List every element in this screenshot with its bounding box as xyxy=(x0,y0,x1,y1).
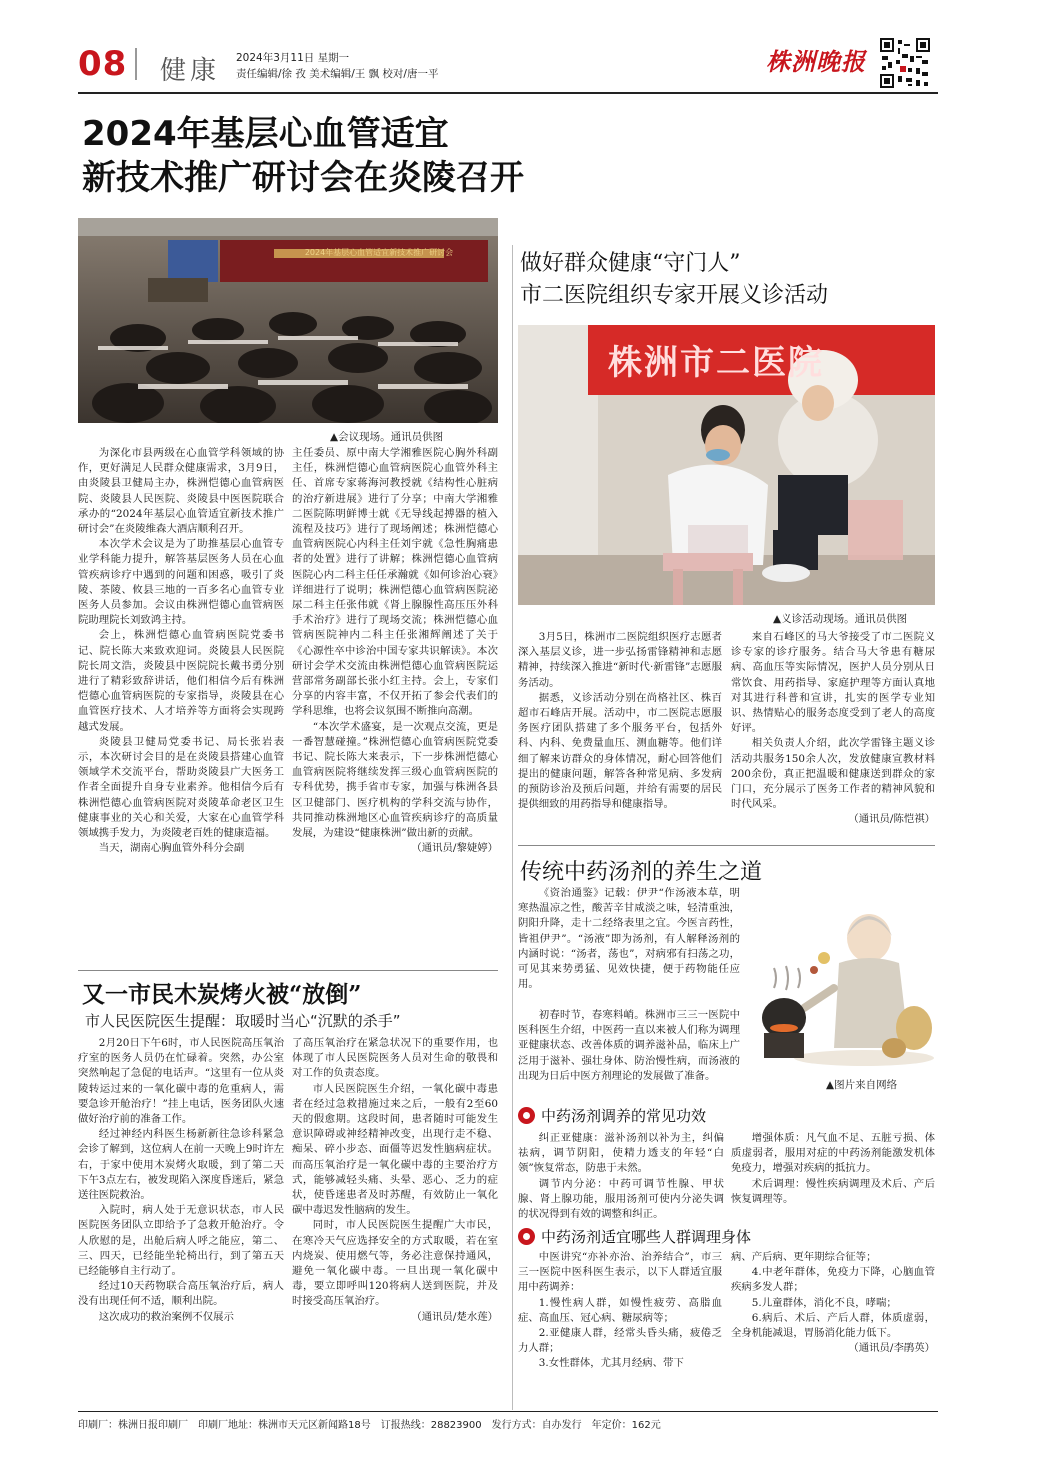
article3-effects-col2 xyxy=(731,1131,935,1207)
article3-photo-caption: ▲图片来自网络 xyxy=(826,1079,898,1091)
brand-logo: 株洲晚报 xyxy=(766,47,866,76)
article1-headline xyxy=(82,112,524,200)
editors-credit: 责任编辑/徐 孜 美术编辑/王 飘 校对/唐一平 xyxy=(236,68,439,80)
paragraph: 入院时，病人处于无意识状态，市人民医院医务团队立即给予了急救开舱治疗。令人欣慰的是，出舱后病人呼之能应，第二、三、四天，已经能坐轮椅出行，到了第五天已经能够自主行动了。 xyxy=(78,1204,284,1278)
byline: （通讯员/楚水莲） xyxy=(411,1310,498,1323)
paragraph: 1.慢性病人群，如慢性疲劳、高脂血症、高血压、冠心病、糖尿病等； xyxy=(518,1296,722,1324)
paragraph: 2.亚健康人群，经常头昏头痛，疲倦乏力人群； xyxy=(518,1327,722,1355)
article1-headline-line2: 新技术推广研讨会在炎陵召开 xyxy=(82,158,524,198)
paragraph: 3月5日，株洲市二医院组织医疗志愿者深入基层义诊，进一步弘扬雷锋精神和志愿精神，持续深入推进“新时代·新雷锋”志愿服务活动。 xyxy=(518,631,722,689)
paragraph: 《资治通鉴》记载：伊尹“作汤液本草，明寒热温凉之性，酸苦辛甘咸淡之味，轻清重浊，阴阳升降，走十二经络表里之宜。今医言药性，皆祖伊尹”。“汤液”即为汤剂，有人解释汤剂的内涵时说：“汤者，荡也”，对病邪有扫荡之功，可见其来势勇猛、见效快捷，便于药物能任应用。 xyxy=(518,887,740,991)
paragraph: 为深化市县两级在心血管学科领域的协作，更好满足人民群众健康需求，3月9日，由炎陵县卫健局主办，株洲恺德心血管病医院、炎陵县人民医院、炎陵县中医医院联合承办的“2024年基层心血管适宜新技术推广研讨会”在炎陵维森大酒店顺利召开。 xyxy=(78,447,284,536)
bullet-circle-icon xyxy=(518,1228,535,1245)
paragraph: 经过神经内科医生杨新新往急诊科紧急会诊了解到，这位病人在前一天晚上9时许左右，于家中使用木炭烤火取暖，到了第二天下午3点左右，被发现陷入深度昏迷后，紧急送往医院救治。 xyxy=(78,1128,284,1202)
paragraph: 4.中老年群体，免疫力下降，心脑血管疾病多发人群； xyxy=(731,1266,935,1294)
paragraph: 市人民医院医生介绍，一氧化碳中毒患者在经过急救措施过来之后，一般有2至60天的假愈期。这段时间，患者随时可能发生意识障碍或神经精神改变，出现行走不稳、痴呆、碎小步态、面僵等迟发性脑病症状。而高压氧治疗是一氧化碳中毒的主要治疗方式，能够减轻头痛、头晕、恶心、乏力的症状，使昏迷患者及时苏醒，有效防止一氧化碳中毒迟发性脑病的发生。 xyxy=(292,1082,498,1217)
clinic-banner-text: 株洲市二医院 xyxy=(608,343,824,383)
article2-column2 xyxy=(731,630,935,828)
paragraph: 术后调理：慢性疾病调理及术后、产后恢复调理等。 xyxy=(731,1177,935,1205)
paragraph: 增强体质：凡气血不足、五脏亏损、体质虚弱者，服用对症的中药汤剂能激发机体免疫力，增强对疾病的抵抗力。 xyxy=(731,1132,935,1175)
article3-intro-2 xyxy=(518,1008,740,1084)
byline: （通讯员/陈恺祺） xyxy=(848,813,935,826)
article2-headline xyxy=(520,248,828,312)
paragraph: 来自石峰区的马大爷接受了市二医院义诊专家的诊疗服务。结合马大爷患有糖尿病、高血压等实际情况，医护人员分别从日常饮食、用药指导、家庭护理等方面认真地对其进行科普和宣讲，扎实的医学专业知识、热情贴心的服务态度受到了老人的高度好评。 xyxy=(731,631,935,735)
paragraph: “本次学术盛宴，是一次观点交流，更是一番智慧碰撞。”株洲恺德心血管病医院党委书记、院长陈大来表示，下一步株洲恺德心血管病医院将继续发挥三级心血管病医院的专科优势，携手省市专家，加强与株洲各县区卫健部门、医疗机构的学科交流与协作，共同推动株洲地区心血管疾病诊疗的高质量发展，为建设“健康株洲”做出新的贡献。 xyxy=(292,720,498,840)
issue-date: 2024年3月11日 星期一 xyxy=(236,52,350,64)
article1-column2 xyxy=(292,446,498,856)
article2-photo-caption: ▲义诊活动现场。通讯员供图 xyxy=(773,613,908,625)
article-divider xyxy=(78,970,498,971)
conference-banner-text: 2024年基层心血管适宜新技术推广研讨会 xyxy=(304,248,454,257)
paragraph: 据悉，义诊活动分别在尚格社区、株百超市石峰店开展。活动中，市二医院志愿服务医疗团队搭建了多个服务平台，包括外科、内科、免费量血压、测血糖等。他们详细了解来访群众的身体情况，耐心回答他们提出的健康问题，解答各种常见病、多发病的预防诊治及预后问题，并给有需要的居民提供细致的用药指导和健康指导。 xyxy=(518,691,722,811)
article3-effects-col1 xyxy=(518,1131,724,1222)
herbal-illustration xyxy=(744,898,936,1073)
article1-headline-line1: 2024年基层心血管适宜 xyxy=(82,114,449,154)
paragraph: 相关负责人介绍，此次学雷锋主题义诊活动共服务150余人次，发放健康宣教材料200余份，真正把温暖和健康送到群众的家门口，充分展示了医务工作者的精神风貌和时代风采。 xyxy=(731,737,935,811)
subheading-groups xyxy=(518,1226,751,1247)
article3-headline: 传统中药汤剂的养生之道 xyxy=(520,860,763,885)
header-divider xyxy=(135,48,137,80)
qr-code-icon xyxy=(880,38,930,88)
article2-column1 xyxy=(518,630,722,812)
article4-subheadline: 市人民医院医生提醒：取暖时当心“沉默的杀手” xyxy=(85,1012,401,1030)
paragraph: 了高压氧治疗在紧急状况下的重要作用，也体现了市人民医院医务人员对生命的敬畏和对工作的负责态度。 xyxy=(292,1037,498,1080)
paragraph: 6.病后、术后、产后人群，体质虚弱，全身机能减退，胃肠消化能力低下。 xyxy=(731,1311,935,1340)
page-number: 08 xyxy=(78,44,128,84)
paragraph: 3.女性群体，尤其月经病、带下 xyxy=(538,1357,684,1370)
header-rule xyxy=(78,92,938,94)
article1-photo-caption: ▲会议现场。通讯员供图 xyxy=(330,431,444,443)
footer-rule xyxy=(78,1411,938,1412)
article4-headline: 又一市民木炭烤火被“放倒” xyxy=(82,981,362,1008)
article3-groups-col1 xyxy=(518,1250,722,1372)
clinic-photo xyxy=(518,325,935,605)
paragraph: 会上，株洲恺德心血管病医院党委书记、院长陈大来致欢迎词。炎陵县人民医院院长周文浩，炎陵县中医院院长戴书勇分别进行了精彩致辞讲话，他们相信今后有株洲恺德心血管病医院的专家指导，炎陵县在心血管医疗技术、人才培养等方面将会实现跨越式发展。 xyxy=(78,629,284,733)
article2-headline-line1: 做好群众健康“守门人” xyxy=(520,251,741,276)
paragraph: 病、产后病、更年期综合征等； xyxy=(731,1251,877,1263)
paragraph: 5.儿童群体，消化不良，哮喘； xyxy=(751,1296,897,1309)
paragraph: 本次学术会议是为了助推基层心血管专业学科能力提升，解答基层医务人员在心血管疾病诊疗中遇到的问题和困惑，吸引了炎陵、茶陵、攸县三地的一百多名心血管专业医务人员参加。会议由株洲恺德心血管病医院助理院长刘致鸿主持。 xyxy=(78,538,284,627)
paragraph: 初春时节，春寒料峭。株洲市三三一医院中医科医生介绍，中医药一直以来被人们称为调理亚健康状态、改善体质的调养滋补品，临床上广泛用于滋补、强壮身体、防治慢性病，而汤液的出现为日后中医方剂理论的发展做了准备。 xyxy=(518,1009,740,1082)
paragraph: 当天，湖南心胸血管外科分会副 xyxy=(98,842,245,855)
paragraph: 这次成功的救治案例不仅展示 xyxy=(98,1310,234,1323)
paragraph: 调节内分泌：中药可调节性腺、甲状腺、肾上腺功能，服用汤剂可使内分泌失调的状况得到有效的调整和纠正。 xyxy=(518,1177,724,1221)
paragraph: 同时，市人民医院医生提醒广大市民，在寒冷天气应选择安全的方式取暖，若在室内烧炭、使用燃气等，务必注意保持通风，避免一氧化碳中毒。一旦出现一氧化碳中毒，要立即呼叫120将病人送到医院，并及时接受高压氧治疗。 xyxy=(292,1219,498,1308)
byline: （通讯员/黎婕婷） xyxy=(411,842,498,855)
byline: （通讯员/李鹃英） xyxy=(848,1342,935,1355)
subheading-effects xyxy=(518,1105,706,1126)
article4-column2 xyxy=(292,1036,498,1325)
article2-headline-line2: 市二医院组织专家开展义诊活动 xyxy=(520,283,829,308)
paragraph: 经过10天药物联合高压氧治疗后，病人没有出现任何不适，顺利出院。 xyxy=(78,1280,284,1308)
paragraph: 中医讲究“亦补亦治、治养结合”，市三三一医院中医科医生表示，以下人群适宜服用中药调养： xyxy=(518,1251,722,1294)
paragraph: 2月20日下午6时，市人民医院高压氧治疗室的医务人员仍在忙碌着。突然，办公室突然响起了急促的电话声。“这里有一位从炎陵转运过来的一氧化碳中毒的危重病人，需要急诊开舱治疗！”挂上电话，医务团队火速做好治疗前的准备工作。 xyxy=(78,1037,284,1126)
paragraph: 纠正亚健康：滋补汤剂以补为主，纠偏祛病，调节阴阳，使精力透支的年轻“白领”恢复常态，防患于未然。 xyxy=(518,1132,724,1175)
article1-column1 xyxy=(78,446,284,856)
subheading-label: 中药汤剂调养的常见功效 xyxy=(541,1107,707,1125)
paragraph: 主任委员、原中南大学湘雅医院心胸外科副主任，株洲恺德心血管病医院心血管外科主任、首席专家蒋海河教授就《结构性心脏病的治疗新进展》进行了分享；中南大学湘雅二医院陈明鲜博士就《无导线起搏器的植入流程及技巧》进行了现场阐述；株洲恺德心血管病医院心内科主任刘宇就《急性胸痛患者的处置》进行了讲解；株洲恺德心血管病医院心内二科主任任承瀚就《如何诊治心衰》详细进行了说明；株洲恺德心血管病医院泌尿二科主任张伟就《肾上腺腺性高压压外科手术治疗》进行了现场交流；株洲恺德心血管病医院神内二科主任张湘辉阐述了关于《心源性卒中诊治中国专家共识解读》。本次研讨会学术交流由株洲恺德心血管病医院运营部常务副部长张小红主持。会上，专家们分享的内容丰富，不仅开拓了参会代表们的学科思维，也将会议氛围不断推向高潮。 xyxy=(292,447,498,718)
subheading-label: 中药汤剂适宜哪些人群调理身体 xyxy=(541,1228,752,1246)
bullet-circle-icon xyxy=(518,1107,535,1124)
article3-groups-col2 xyxy=(731,1250,935,1356)
section-name: 健康 xyxy=(160,56,221,86)
paragraph: 炎陵县卫健局党委书记、局长张岩表示，本次研讨会目的是在炎陵县搭建心血管领域学术交流平台，帮助炎陵县广大医务工作者全面提升自身专业素养。他相信今后有株洲恺德心血管病医院对炎陵革命老区卫生健康事业的关心和关爱，大家在心血管学科领域携手发力，为炎陵老百姓的健康造福。 xyxy=(78,735,284,840)
conference-photo xyxy=(78,218,498,423)
article-divider xyxy=(518,845,935,846)
article3-intro xyxy=(518,886,740,992)
printing-info: 印刷厂：株洲日报印刷厂 印刷厂地址：株洲市天元区新闻路18号 订报热线：28823900 发行方式：自办发行 年定价：162元 xyxy=(78,1420,661,1431)
article4-column1 xyxy=(78,1036,284,1325)
column-divider xyxy=(512,245,513,1410)
